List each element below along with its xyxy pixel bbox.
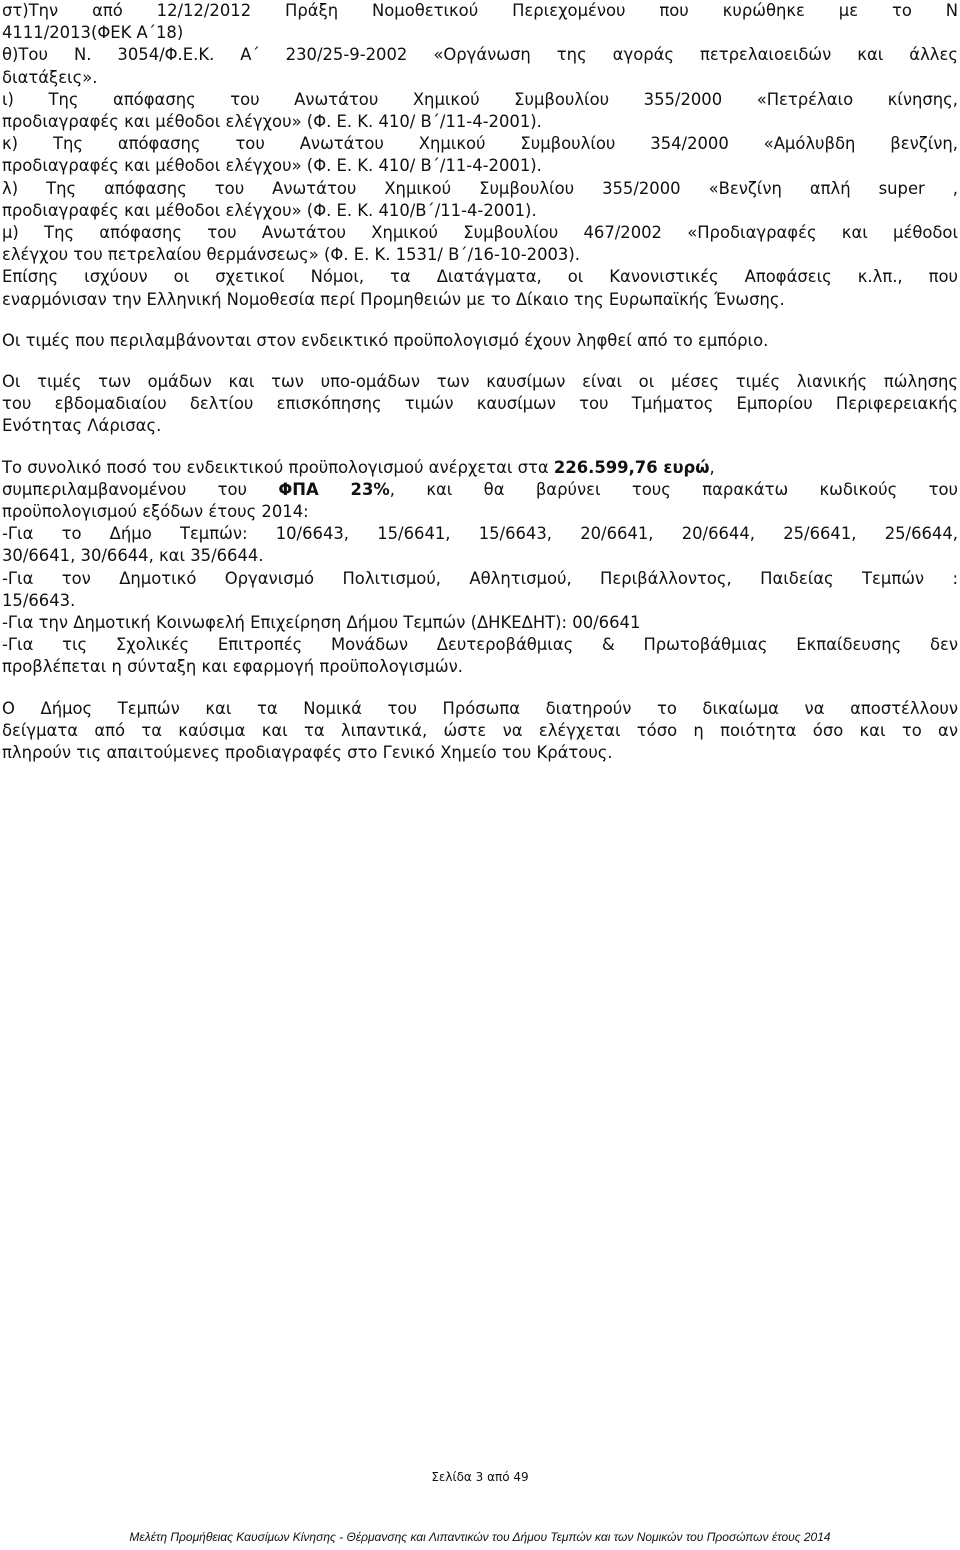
text-line: ελέγχου του πετρελαίου θερμάνσεως» (Φ. Ε. Κ. 1531/ Β΄/16-10-2003). xyxy=(2,245,580,265)
page-number: Σελίδα 3 από 49 xyxy=(431,1470,529,1484)
text-fragment: Το συνολικό ποσό του ενδεικτικού προϋπολογισμού ανέρχεται στα xyxy=(2,457,554,477)
text-line: Ενότητας Λάρισας. xyxy=(2,416,162,436)
text-line: θ)Του Ν. 3054/Φ.Ε.Κ. Α΄ 230/25-9-2002 «Οργάνωση της αγοράς πετρελαιοειδών και άλλες xyxy=(2,45,958,65)
text-line: -Για τις Σχολικές Επιτροπές Μονάδων Δευτεροβάθμιας & Πρωτοβάθμιας Εκπαίδευσης δεν xyxy=(2,635,958,655)
text-line: μ) Της απόφασης του Ανωτάτου Χημικού Συμβουλίου 467/2002 «Προδιαγραφές και μέθοδοι xyxy=(2,223,958,243)
text-line: στ)Την από 12/12/2012 Πράξη Νομοθετικού Περιεχομένου που κυρώθηκε με το Ν xyxy=(2,1,958,20)
text-line: διατάξεις». xyxy=(2,67,98,87)
text-line: Επίσης ισχύουν οι σχετικοί Νόμοι, τα Διατάγματα, οι Κανονιστικές Αποφάσεις κ.λπ., που xyxy=(2,267,958,287)
text-fragment: συμπεριλαμβανομένου του xyxy=(2,479,279,499)
text-line: Οι τιμές των ομάδων και των υπο-ομάδων των καυσίμων είναι οι μέσες τιμές λιανικής πώλησης xyxy=(2,372,958,392)
vat-rate: ΦΠΑ 23% xyxy=(278,479,390,499)
text-line: του εβδομαδιαίου δελτίου επισκόπησης τιμών καυσίμων του Τμήματος Εμπορίου Περιφερειακής xyxy=(2,394,958,414)
text-fragment: , xyxy=(709,457,715,477)
text-fragment: , και θα βαρύνει τους παρακάτω κωδικούς του xyxy=(389,479,958,499)
text-line: προβλέπεται η σύνταξη και εφαρμογή προϋπολογισμών. xyxy=(2,657,463,677)
text-line: 15/6643. xyxy=(2,590,76,610)
text-line: προϋπολογισμού εξόδων έτους 2014: xyxy=(2,502,309,522)
text-line: λ) Της απόφασης του Ανωτάτου Χημικού Συμβουλίου 355/2000 «Βενζίνη απλή super , xyxy=(2,178,958,198)
text-line: -Για την Δημοτική Κοινωφελή Επιχείρηση Δήμου Τεμπών (ΔΗΚΕΔΗΤ): 00/6641 xyxy=(2,613,641,633)
text-line: -Για το Δήμο Τεμπών: 10/6643, 15/6641, 15/6643, 20/6641, 20/6644, 25/6641, 25/6644, xyxy=(2,524,958,544)
text-line: Οι τιμές που περιλαμβάνονται στον ενδεικτικό προϋπολογισμό έχουν ληφθεί από το εμπόριο. xyxy=(2,330,769,350)
text-line: προδιαγραφές και μέθοδοι ελέγχου» (Φ. Ε. Κ. 410/ Β΄/11-4-2001). xyxy=(2,156,542,176)
text-line: δείγματα από τα καύσιμα και τα λιπαντικά, ώστε να ελέγχεται τόσο η ποιότητα όσο και το αν xyxy=(2,720,958,740)
text-line: κ) Της απόφασης του Ανωτάτου Χημικού Συμβουλίου 354/2000 «Αμόλυβδη βενζίνη, xyxy=(2,134,958,154)
total-amount: 226.599,76 ευρώ xyxy=(553,457,710,477)
document-body xyxy=(2,0,958,764)
vat-line xyxy=(2,479,958,501)
text-line: ι) Της απόφασης του Ανωτάτου Χημικού Συμβουλίου 355/2000 «Πετρέλαιο κίνησης, xyxy=(2,89,958,109)
text-line: προδιαγραφές και μέθοδοι ελέγχου» (Φ. Ε. Κ. 410/Β΄/11-4-2001). xyxy=(2,200,537,220)
text-line: -Για τον Δημοτικό Οργανισμό Πολιτισμού, Αθλητισμού, Περιβάλλοντος, Παιδείας Τεμπών : xyxy=(2,568,958,588)
total-amount-line xyxy=(2,457,958,479)
text-line: 30/6641, 30/6644, και 35/6644. xyxy=(2,546,264,566)
text-line: προδιαγραφές και μέθοδοι ελέγχου» (Φ. Ε. Κ. 410/ Β΄/11-4-2001). xyxy=(2,112,542,132)
text-line: πληρούν τις απαιτούμενες προδιαγραφές στο Γενικό Χημείο του Κράτους. xyxy=(2,743,613,763)
text-line: 4111/2013(ΦΕΚ Α΄18) xyxy=(2,23,184,43)
text-line: εναρμόνισαν την Ελληνική Νομοθεσία περί Προμηθειών με το Δίκαιο της Ευρωπαϊκής Ένωσης. xyxy=(2,289,785,309)
page-footer: Μελέτη Προμήθειας Καυσίμων Κίνησης - Θέρμανσης και Λιπαντικών του Δήμου Τεμπών και των Νομικών του Προσώπων έτους 2014 xyxy=(129,1530,831,1544)
text-line: Ο Δήμος Τεμπών και τα Νομικά του Πρόσωπα διατηρούν το δικαίωμα να αποστέλλουν xyxy=(2,698,958,718)
